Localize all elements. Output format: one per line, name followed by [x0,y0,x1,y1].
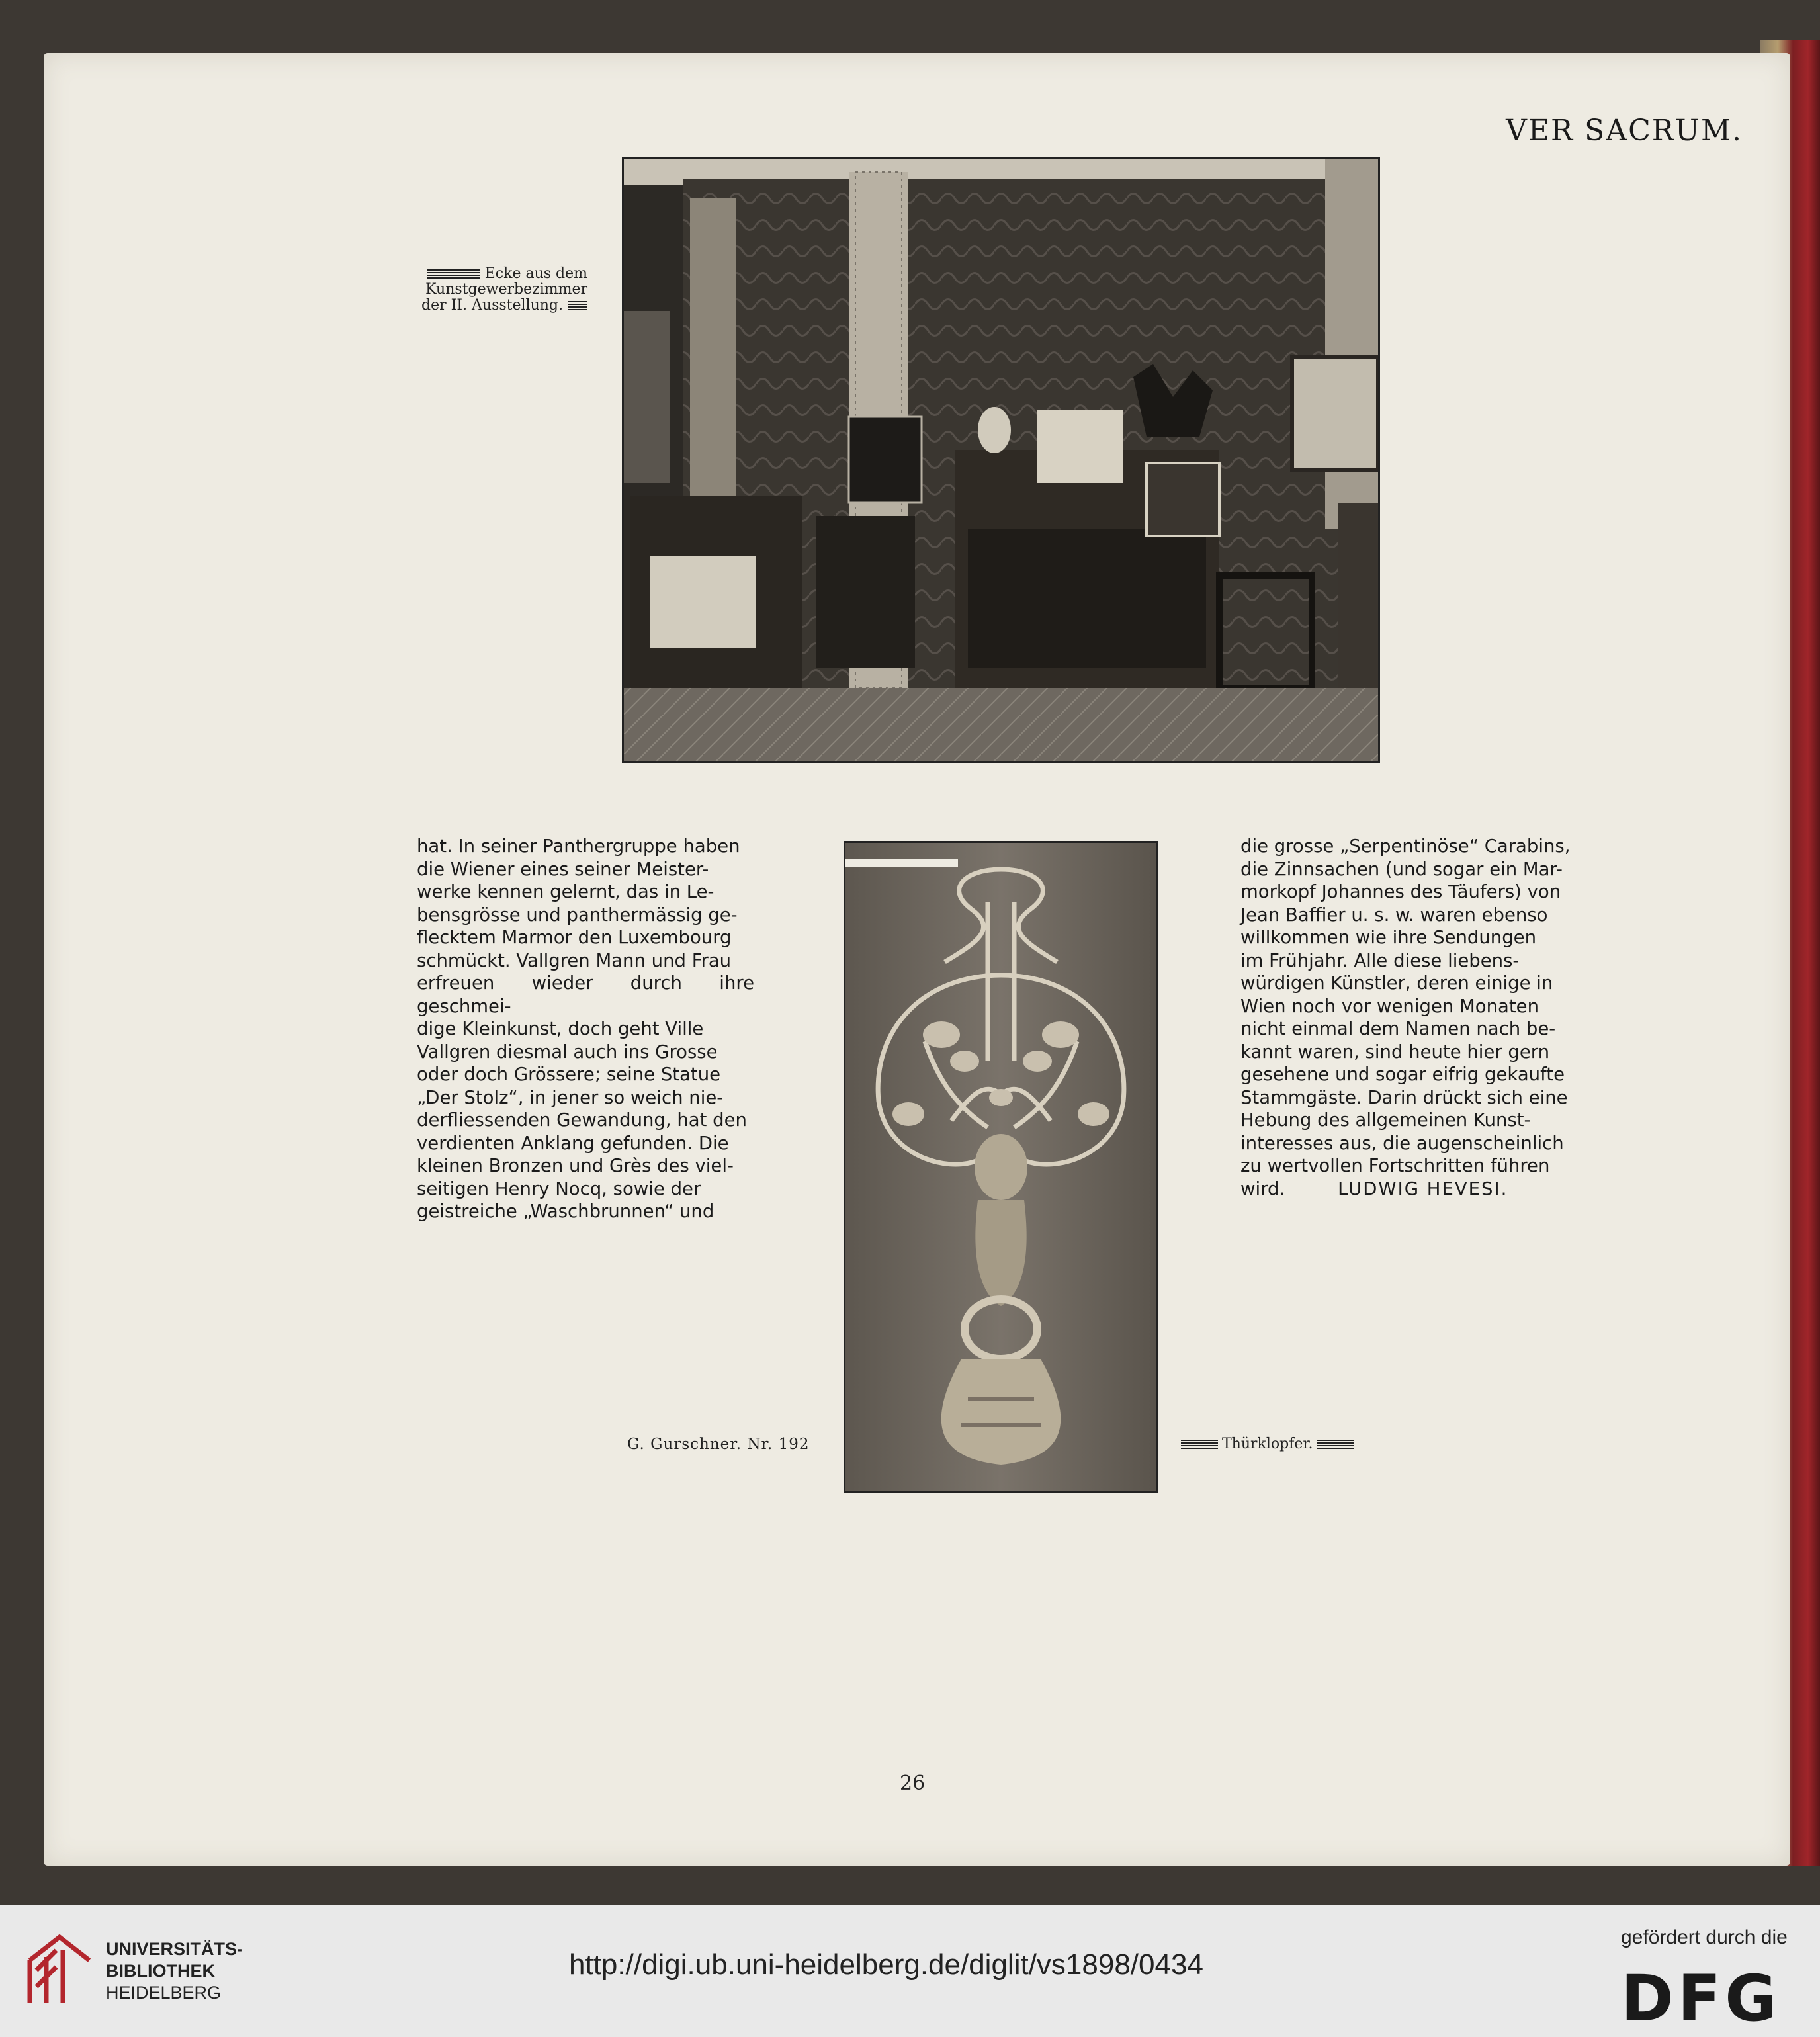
figure-title-group [1181,1436,1354,1452]
library-line-3: HEIDELBERG [106,1983,222,2003]
text-line: Hebung des allgemeinen Kunst- [1240,1109,1531,1131]
text-column-left [417,835,754,1223]
text-line: würdigen Künstler, deren einige in [1240,973,1553,994]
text-line: derfliessenden Gewandung, hat den [417,1109,747,1131]
running-head: VER SACRUM. [1506,114,1743,148]
text-line: im Frühjahr. Alle diese liebens- [1240,949,1520,971]
text-line: die Wiener eines seiner Meister- [417,858,709,880]
figure-credit: G. Gurschner. Nr. 192 [627,1436,810,1453]
room-caption [363,266,587,314]
text-line: die Zinnsachen (und sogar ein Mar- [1240,858,1563,880]
text-line: werke kennen gelernt, das in Le- [417,881,715,902]
final-line [1240,1178,1578,1201]
text-line: flecktem Marmor den Luxembourg [417,927,732,948]
text-line: die grosse „Serpentinöse“ Carabins, [1240,836,1571,857]
text-line: Vallgren diesmal auch ins Grosse [417,1041,718,1062]
text-column-right [1240,835,1578,1200]
permalink-url[interactable]: http://digi.ub.uni-heidelberg.de/diglit/vs1898/0434 [569,1948,1203,1981]
text-line: morkopf Johannes des Täufers) von [1240,881,1561,902]
caption-rule [427,269,480,279]
page-number: 26 [900,1772,926,1795]
door-knocker-photograph [844,841,1158,1493]
text-line: nicht einmal dem Namen nach be- [1240,1018,1556,1039]
text-line: oder doch Grössere; seine Statue [417,1064,721,1085]
text-line: wird. [1240,1178,1285,1199]
caption-line-1: Ecke aus dem [484,265,587,282]
dfg-logo: DFG [1621,1962,1782,2036]
text-line: verdienten Anklang gefunden. Die [417,1132,729,1154]
digitization-footer [0,1905,1820,2037]
text-line: zu wertvollen Fortschritten führen [1240,1155,1550,1176]
text-line: hat. In seiner Panthergruppe haben [417,836,740,857]
library-line-1: UNIVERSITÄTS- [106,1939,243,1959]
text-line: seitigen Henry Nocq, sowie der [417,1178,701,1199]
text-line: interesses aus, die augenscheinlich [1240,1132,1564,1154]
university-library-logo [20,1930,99,2010]
text-line: willkommen wie ihre Sendungen [1240,927,1536,948]
text-line: bensgrösse und panthermässig ge- [417,904,738,926]
text-line: gesehene und sogar eifrig gekaufte [1240,1064,1565,1085]
funder-label: gefördert durch die [1621,1927,1788,1948]
caption-rule-end [568,301,587,310]
text-line: Wien noch vor wenigen Monaten [1240,995,1539,1017]
caption-line-2: Kunstgewerbezimmer [425,281,587,298]
figure-title: Thürklopfer. [1222,1436,1313,1452]
title-rule-right [1317,1440,1354,1449]
text-line: schmückt. Vallgren Mann und Frau [417,949,732,971]
text-line: Jean Baffier u. s. w. waren ebenso [1240,904,1548,926]
text-line: kleinen Bronzen und Grès des viel- [417,1155,734,1176]
caption-line-3: der II. Ausstellung. [421,297,563,314]
title-rule-left [1181,1440,1218,1449]
room-photograph [622,157,1380,763]
text-line: Stammgäste. Darin drückt sich eine [1240,1086,1568,1108]
author-signature: LUDWIG HEVESI. [1338,1178,1508,1199]
text-line: kannt waren, sind heute hier gern [1240,1041,1550,1062]
text-line: dige Kleinkunst, doch geht Ville [417,1018,704,1039]
library-name [106,1938,243,2004]
text-line: geistreiche „Waschbrunnen“ und [417,1201,715,1222]
library-line-2: BIBLIOTHEK [106,1961,215,1981]
text-line: erfreuen wieder durch ihre geschmei- [417,973,754,1017]
text-line: „Der Stolz“, in jener so weich nie- [417,1086,724,1108]
